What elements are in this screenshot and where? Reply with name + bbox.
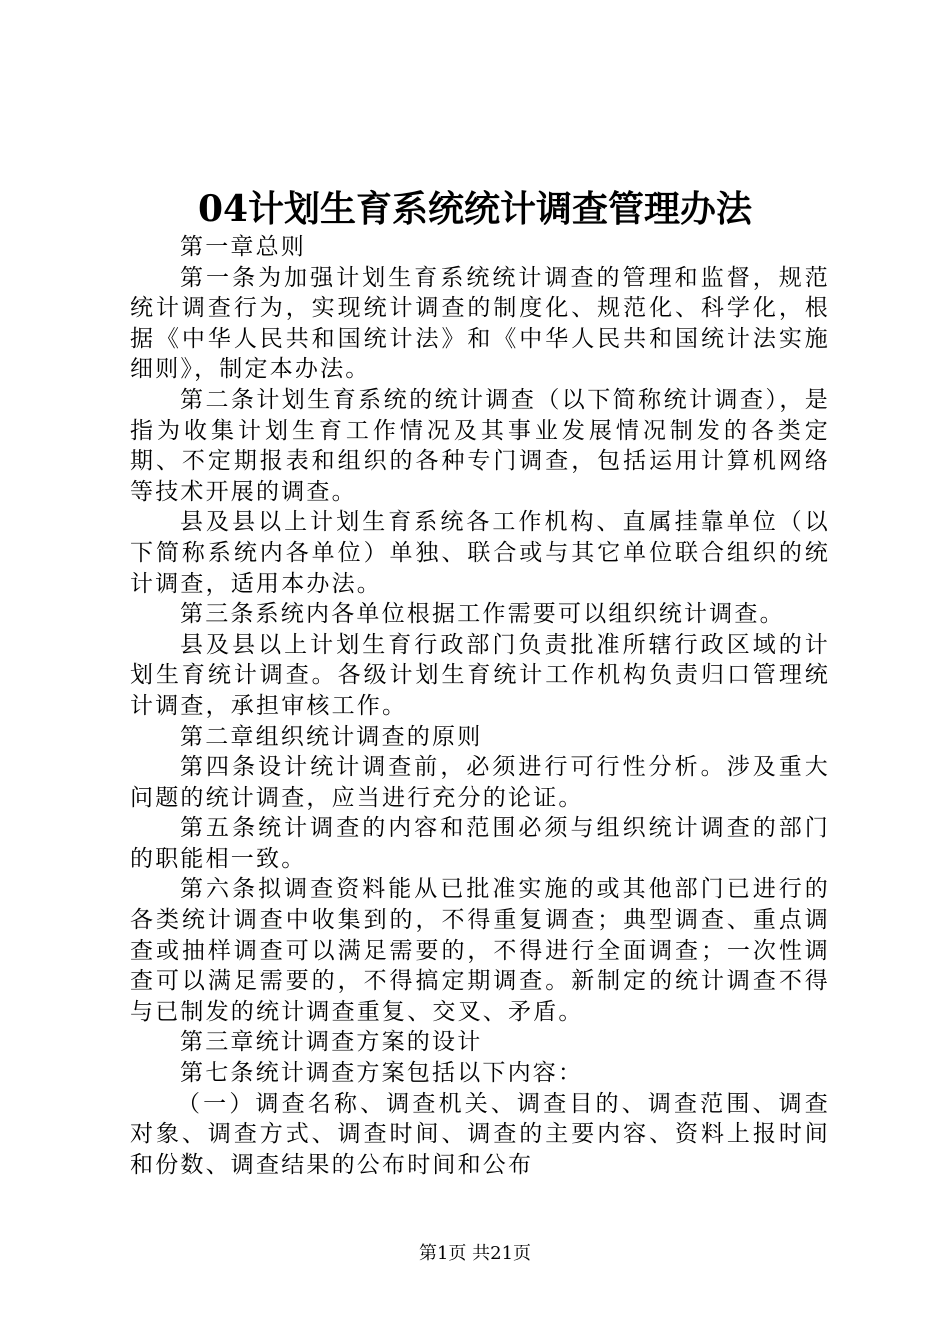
article-6-paragraph: 第六条拟调查资料能从已批准实施的或其他部门已进行的各类统计调查中收集到的，不得重复调查；典型调查、重点调查或抽样调查可以满足需要的，不得进行全面调查；一次性调查可以满足需要的，不得搞定期调查。新制定的统计调查不得与已制发的统计调查重复、交叉、矛盾。 [130,876,830,1025]
article-7-paragraph: 第七条统计调查方案包括以下内容： [180,1060,584,1087]
approval-paragraph: 县及县以上计划生育行政部门负责批准所辖行政区域的计划生育统计调查。各级计划生育统计工作机构负责归口管理统计调查，承担审核工作。 [130,631,830,719]
page-number-footer: 第1页 共21页 [418,1243,532,1264]
chapter-3-heading: 第三章统计调查方案的设计 [180,1029,483,1056]
document-body [130,232,830,1180]
chapter-1-heading: 第一章总则 [180,234,306,260]
article-3-paragraph: 第三条系统内各单位根据工作需要可以组织统计调查。 [180,601,785,628]
article-4-paragraph: 第四条设计统计调查前，必须进行可行性分析。涉及重大问题的统计调查，应当进行充分的论证。 [130,754,830,811]
scope-paragraph: 县及县以上计划生育系统各工作机构、直属挂靠单位（以下简称系统内各单位）单独、联合或与其它单位联合组织的统计调查，适用本办法。 [130,509,830,597]
article-1-paragraph: 第一条为加强计划生育系统统计调查的管理和监督，规范统计调查行为，实现统计调查的制度化、规范化、科学化，根据《中华人民共和国统计法》和《中华人民共和国统计法实施细则》，制定本办法。 [130,264,830,383]
list-item-1: （一）调查名称、调查机关、调查目的、调查范围、调查对象、调查方式、调查时间、调查的主要内容、资料上报时间和份数、调查结果的公布时间和公布 [130,1090,830,1178]
chapter-2-heading: 第二章组织统计调查的原则 [180,723,483,750]
article-2-paragraph: 第二条计划生育系统的统计调查（以下简称统计调查），是指为收集计划生育工作情况及其事业发展情况制发的各类定期、不定期报表和组织的各种专门调查，包括运用计算机网络等技术开展的调查。 [130,386,830,505]
article-5-paragraph: 第五条统计调查的内容和范围必须与组织统计调查的部门的职能相一致。 [130,815,830,872]
document-title: 04计划生育系统统计调查管理办法 [197,188,753,230]
